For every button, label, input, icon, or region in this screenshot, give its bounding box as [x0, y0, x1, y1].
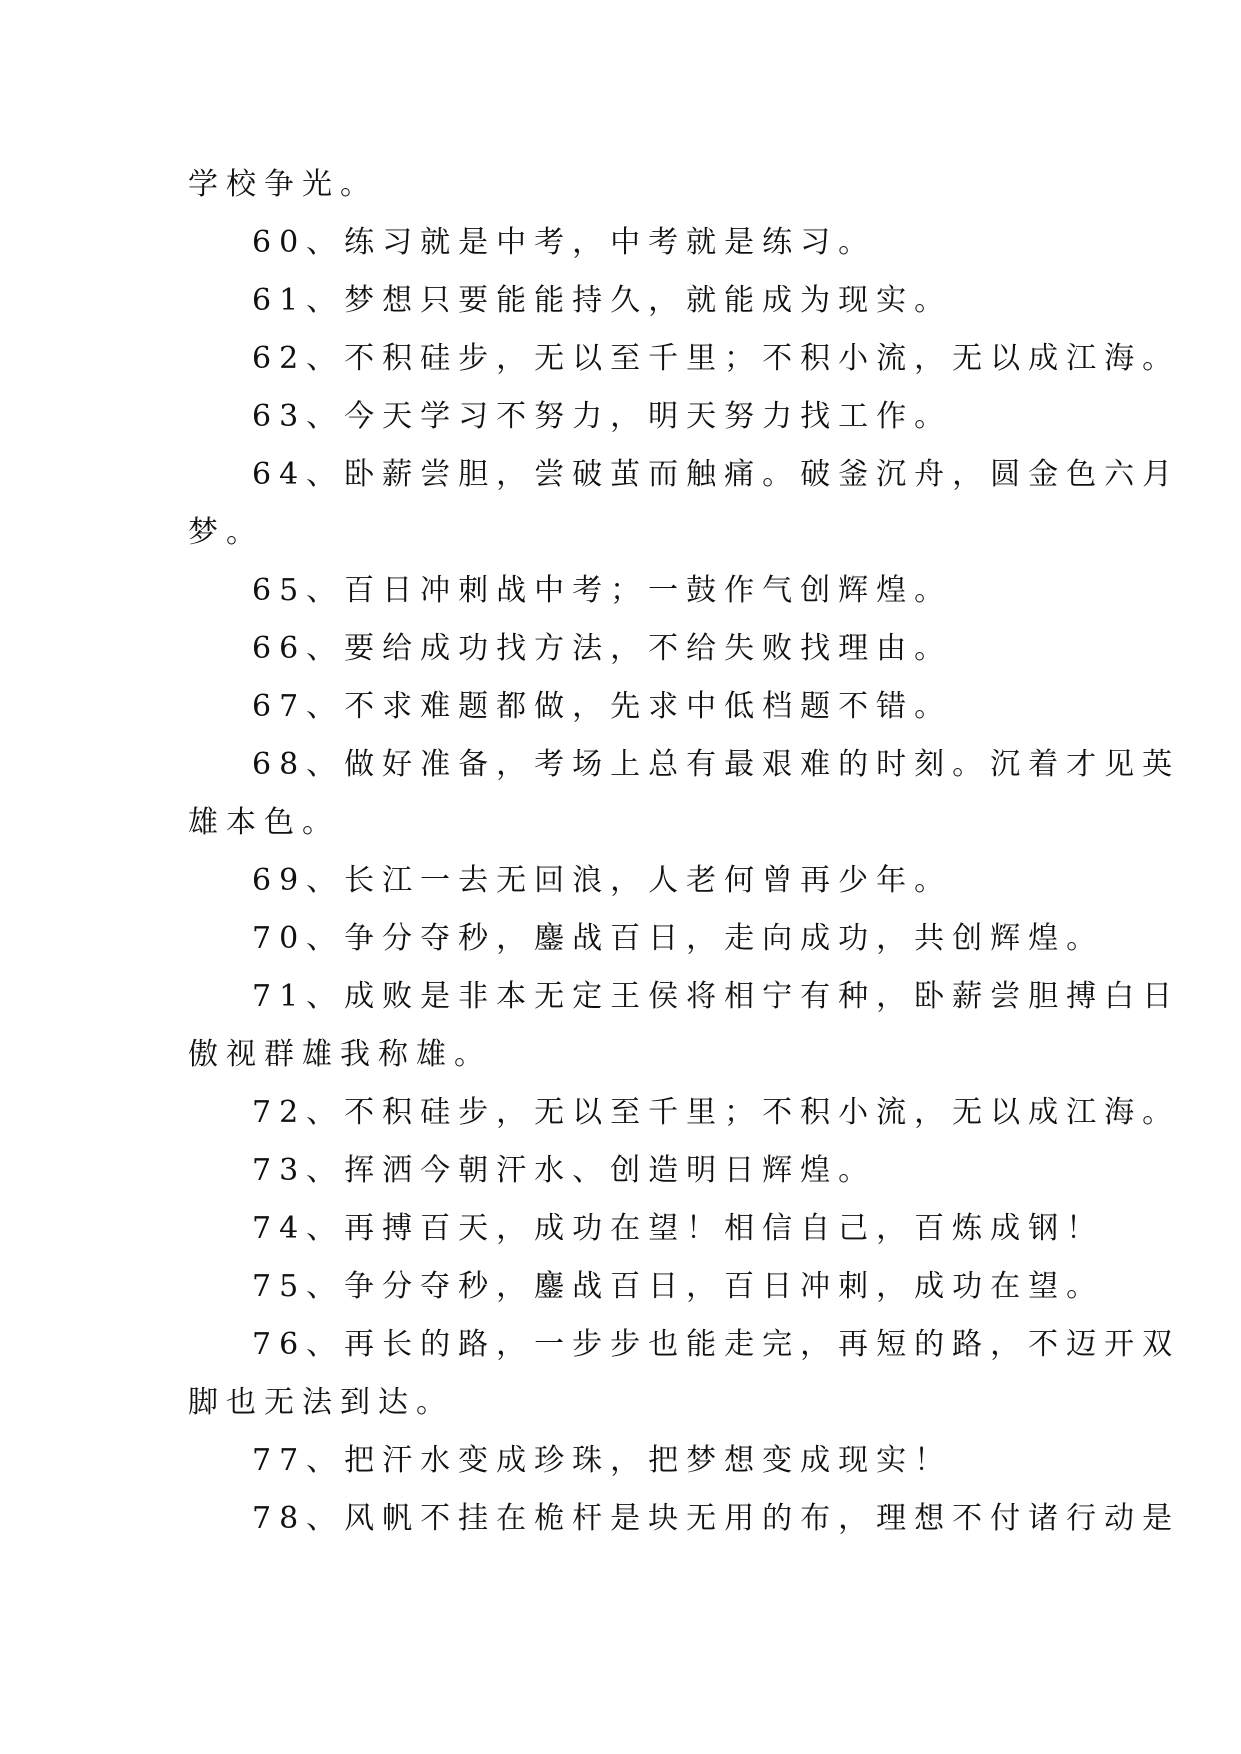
list-item-75: 75、争分夺秒，鏖战百日，百日冲刺，成功在望。 — [252, 1269, 1105, 1304]
list-item-68: 68、做好准备，考场上总有最艰难的时刻。沉着才见英 — [252, 747, 1181, 782]
list-item-67: 67、不求难题都做，先求中低档题不错。 — [252, 689, 953, 724]
list-item-70: 70、争分夺秒，鏖战百日，走向成功，共创辉煌。 — [252, 921, 1105, 956]
list-item-69: 69、长江一去无回浪，人老何曾再少年。 — [252, 863, 953, 898]
list-item-60: 60、练习就是中考，中考就是练习。 — [252, 225, 877, 260]
list-item-66: 66、要给成功找方法，不给失败找理由。 — [252, 631, 953, 666]
list-item-62: 62、不积硅步，无以至千里；不积小流，无以成江海。 — [252, 341, 1181, 376]
list-item-63: 63、今天学习不努力，明天努力找工作。 — [252, 399, 953, 434]
list-item-73: 73、挥洒今朝汗水、创造明日辉煌。 — [252, 1153, 877, 1188]
list-item-64: 64、卧薪尝胆，尝破茧而触痛。破釜沉舟，圆金色六月 — [252, 457, 1181, 492]
list-item-65: 65、百日冲刺战中考；一鼓作气创辉煌。 — [252, 573, 953, 608]
list-item-74: 74、再搏百天，成功在望！相信自己，百炼成钢！ — [252, 1211, 1105, 1246]
text-line: 脚也无法到达。 — [188, 1385, 454, 1420]
text-line: 梦。 — [188, 515, 264, 550]
document-body — [188, 156, 1181, 1548]
text-line: 学校争光。 — [188, 167, 378, 202]
list-item-72: 72、不积硅步，无以至千里；不积小流，无以成江海。 — [252, 1095, 1181, 1130]
list-item-71: 71、成败是非本无定王侯将相宁有种，卧薪尝胆搏白日 — [252, 979, 1181, 1014]
list-item-77: 77、把汗水变成珍珠，把梦想变成现实！ — [252, 1443, 953, 1478]
list-item-78: 78、风帆不挂在桅杆是块无用的布，理想不付诸行动是 — [252, 1501, 1181, 1536]
text-line: 雄本色。 — [188, 805, 340, 840]
list-item-61: 61、梦想只要能能持久，就能成为现实。 — [252, 283, 953, 318]
list-item-76: 76、再长的路，一步步也能走完，再短的路，不迈开双 — [252, 1327, 1181, 1362]
text-line: 傲视群雄我称雄。 — [188, 1037, 492, 1072]
